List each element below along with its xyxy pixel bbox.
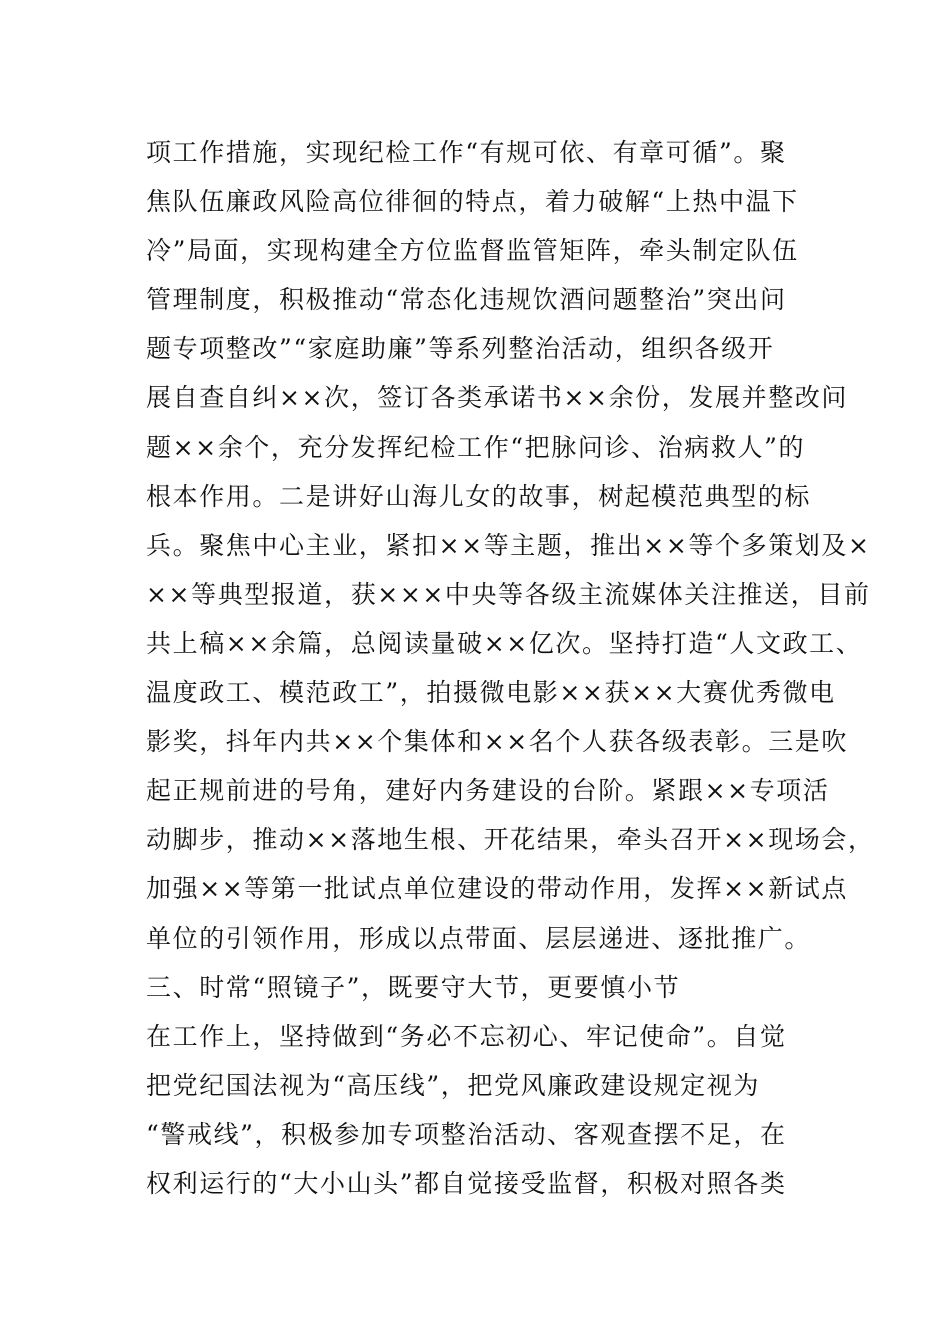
text-line: 动脚步，推动××落地生根、开花结果，牵头召开××现场会， bbox=[146, 825, 875, 855]
text-line: 题××余个，充分发挥纪检工作“把脉问诊、治病救人”的 bbox=[146, 432, 806, 462]
text-line: 项工作措施，实现纪检工作“有规可依、有章可循”。聚 bbox=[146, 138, 787, 167]
text-line: 在工作上，坚持做到“务必不忘初心、牢记使命”。自觉 bbox=[146, 1021, 787, 1051]
text-line: 冷”局面，实现构建全方位监督监管矩阵，牵头制定队伍 bbox=[146, 236, 799, 266]
text-line: ××等典型报道，获×××中央等各级主流媒体关注推送，目前 bbox=[146, 579, 871, 609]
text-line: 兵。聚焦中心主业，紧扣××等主题，推出××等个多策划及× bbox=[146, 530, 871, 560]
section-heading: 三、时常“照镜子”，既要守大节，更要慎小节 bbox=[146, 972, 681, 1002]
text-line: 根本作用。二是讲好山海儿女的故事，树起模范典型的标 bbox=[146, 481, 812, 511]
text-line: 焦队伍廉政风险高位徘徊的特点，着力破解“上热中温下 bbox=[146, 187, 799, 217]
text-line: 温度政工、模范政工”，拍摄微电影××获××大赛优秀微电 bbox=[146, 678, 836, 708]
body-text bbox=[146, 128, 875, 1208]
text-line: 起正规前进的号角，建好内务建设的台阶。紧跟××专项活 bbox=[146, 776, 830, 806]
text-line: “警戒线”，积极参加专项整治活动、客观查摆不足，在 bbox=[146, 1119, 787, 1149]
text-line: 单位的引领作用，形成以点带面、层层递进、逐批推广。 bbox=[146, 923, 812, 953]
text-line: 加强××等第一批试点单位建设的带动作用，发挥××新试点 bbox=[146, 874, 848, 904]
text-line: 影奖，抖年内共××个集体和××名个人获各级表彰。三是吹 bbox=[146, 727, 848, 757]
text-line: 权利运行的“大小山头”都自觉接受监督，积极对照各类 bbox=[146, 1168, 787, 1198]
text-line: 把党纪国法视为“高压线”，把党风廉政建设规定视为 bbox=[146, 1070, 760, 1100]
text-line: 展自查自纠××次，签订各类承诺书××余份，发展并整改问 bbox=[146, 383, 848, 413]
text-line: 共上稿××余篇，总阅读量破××亿次。坚持打造“人文政工、 bbox=[146, 628, 863, 658]
text-line: 题专项整改”“家庭助廉”等系列整治活动，组织各级开 bbox=[146, 334, 775, 364]
text-line: 管理制度，积极推动“常态化违规饮酒问题整治”突出问 bbox=[146, 285, 787, 315]
